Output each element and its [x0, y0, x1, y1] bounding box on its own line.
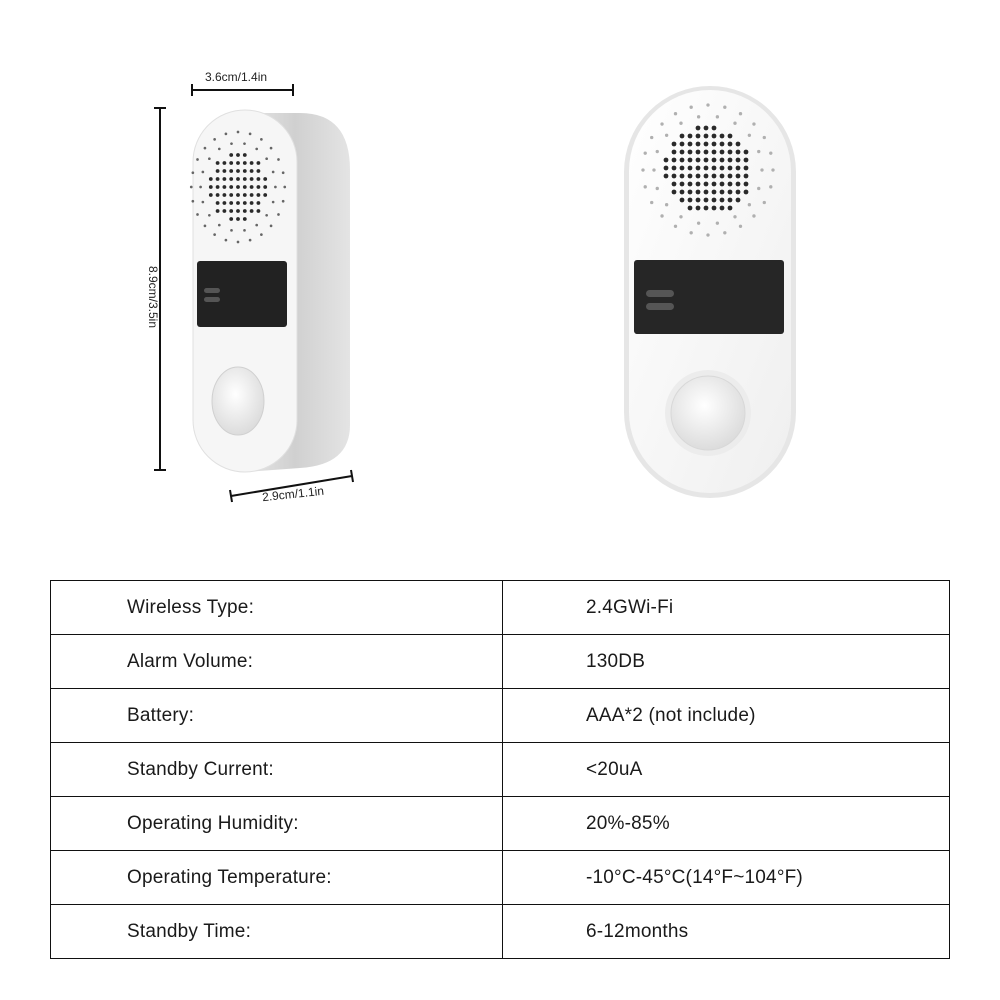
- spec-row: [51, 851, 950, 905]
- spec-value: 130DB: [503, 635, 950, 689]
- spec-value: AAA*2 (not include): [503, 689, 950, 743]
- spec-label: Operating Humidity:: [51, 797, 503, 851]
- spec-label: Battery:: [51, 689, 503, 743]
- spec-row: [51, 635, 950, 689]
- alarm-device-front-view: [624, 86, 796, 498]
- spec-value: <20uA: [503, 743, 950, 797]
- spec-value: 20%-85%: [503, 797, 950, 851]
- spec-row: [51, 581, 950, 635]
- spec-row: [51, 905, 950, 959]
- sensor-window: [197, 261, 287, 327]
- pir-lens: [671, 376, 745, 450]
- spec-row: [51, 797, 950, 851]
- spec-label: Alarm Volume:: [51, 635, 503, 689]
- spec-row: [51, 689, 950, 743]
- alarm-device-angled-view: [190, 110, 350, 472]
- spec-row: [51, 743, 950, 797]
- spec-value: 6-12months: [503, 905, 950, 959]
- spec-label: Operating Temperature:: [51, 851, 503, 905]
- width-dimension-line: [192, 84, 293, 96]
- spec-label: Wireless Type:: [51, 581, 503, 635]
- width-dimension-label: 3.6cm/1.4in: [205, 70, 268, 84]
- spec-value: 2.4GWi-Fi: [503, 581, 950, 635]
- spec-value: -10°C-45°C(14°F~104°F): [503, 851, 950, 905]
- spec-table: [50, 580, 950, 959]
- spec-label: Standby Current:: [51, 743, 503, 797]
- depth-dimension-label: 2.9cm/1.1in: [261, 483, 325, 505]
- height-dimension-label: 8.9cm/3.5in: [146, 265, 161, 329]
- spec-label: Standby Time:: [51, 905, 503, 959]
- pir-lens: [212, 367, 264, 435]
